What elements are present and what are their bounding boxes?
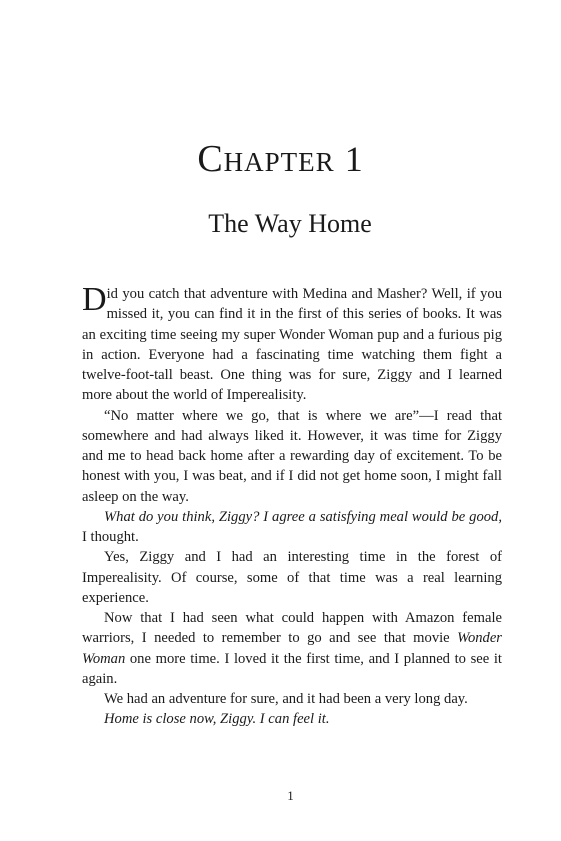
- paragraph-5-text-b: one more time. I loved it the first time, and I planned to see it again.: [82, 650, 502, 687]
- chapter-heading: [0, 140, 561, 178]
- paragraph-6: We had an adventure for sure, and it had been a very long day.: [104, 691, 468, 707]
- paragraph-7-thought: Home is close now, Ziggy. I can feel it.: [104, 711, 330, 728]
- chapter-title: The Way Home: [208, 209, 372, 238]
- paragraph-5-text-a: Now that I had seen what could happen with Amazon female warriors, I needed to remember to go and see that movie: [82, 610, 502, 647]
- page-number: 1: [287, 788, 294, 803]
- movie-title: Wonder Woman: [82, 630, 502, 667]
- paragraph-3-thought: What do you think, Ziggy? I agree a satisfying meal would be good,: [104, 508, 502, 525]
- paragraph-1: [82, 281, 502, 406]
- paragraph-1-text: id you catch that adventure with Medina and Masher? Well, if you missed it, you can find it in the first of this series of books. It was an exciting time seeing my super Wonder Woman pup and a furious pig in action. Everyone had a fascinating time watching them fight a twelve-foot-tall beast. One thing was for sure, Ziggy and I learned more about the world of Imperealisity.: [82, 286, 502, 404]
- chapter-number: 1: [344, 139, 364, 179]
- chapter-heading-word: HAPTER: [223, 147, 335, 177]
- paragraph-7: [82, 709, 502, 729]
- paragraph-2: “No matter where we go, that is where we are”—I read that somewhere and had always liked it. However, it was time for Ziggy and me to head back home after a rewarding day of excitement. To be honest with you, I was beat, and if I did not get home soon, I might fall asleep on the way.: [82, 407, 502, 505]
- drop-cap: D: [82, 281, 107, 318]
- paragraph-4: Yes, Ziggy and I had an interesting time in the forest of Imperealisity. Of course, some of that time was a real learning experience.: [82, 549, 502, 606]
- chapter-heading-initial: C: [197, 138, 224, 180]
- paragraph-3-text: I thought.: [82, 529, 139, 545]
- paragraph-5: [82, 608, 502, 689]
- chapter-body: [82, 281, 502, 730]
- paragraph-3: [82, 507, 502, 548]
